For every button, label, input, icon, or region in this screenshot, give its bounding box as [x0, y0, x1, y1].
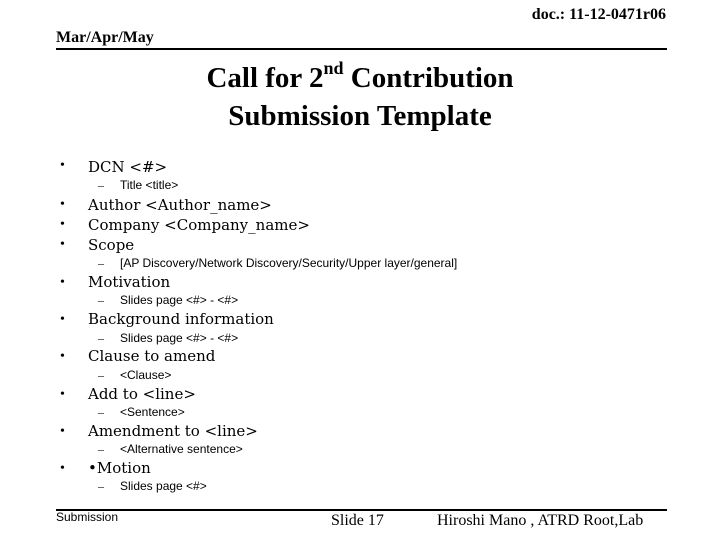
dash-marker: – [98, 331, 104, 345]
slide-number: Slide 17 [331, 512, 384, 529]
bullet-add-to: Add to <line> [88, 385, 196, 403]
sub-bullet-add-to-value: <Sentence> [120, 405, 185, 419]
bullet-author: Author <Author_name> [88, 196, 272, 214]
bullet-motivation: Motivation [88, 273, 171, 291]
bullet-marker: • [60, 217, 65, 232]
bullet-marker: • [60, 197, 65, 212]
title-superscript: nd [323, 58, 344, 79]
bullet-company: Company <Company_name> [88, 216, 310, 234]
bullet-marker: • [60, 387, 65, 402]
header-rule [56, 48, 667, 50]
sub-bullet-motivation-slides: Slides page <#> - <#> [120, 293, 239, 307]
sub-bullet-background-slides: Slides page <#> - <#> [120, 331, 239, 345]
bullet-marker: • [60, 424, 65, 439]
footer-author: Hiroshi Mano , ATRD Root,Lab [437, 512, 644, 529]
dash-marker: – [98, 479, 104, 493]
footer-rule [56, 509, 667, 511]
dash-marker: – [98, 293, 104, 307]
title-prefix: Call for 2 [206, 62, 324, 94]
document-number: doc.: 11-12-0471r06 [531, 6, 666, 23]
sub-bullet-title: Title <title> [120, 178, 179, 192]
dash-marker: – [98, 256, 104, 270]
dash-marker: – [98, 405, 104, 419]
bullet-marker: • [60, 275, 65, 290]
bullet-clause: Clause to amend [88, 347, 216, 365]
bullet-marker: • [60, 461, 65, 476]
dash-marker: – [98, 368, 104, 382]
bullet-scope: Scope [88, 236, 135, 254]
dash-marker: – [98, 178, 104, 192]
bullet-marker: • [60, 312, 65, 327]
bullet-dcn: DCN <#> [88, 158, 168, 176]
title-suffix: Contribution [343, 62, 514, 94]
dash-marker: – [98, 442, 104, 456]
bullet-background: Background information [88, 310, 274, 328]
sub-bullet-motion-slides: Slides page <#> [120, 479, 207, 493]
sub-bullet-clause-value: <Clause> [120, 368, 172, 382]
sub-bullet-amendment-value: <Alternative sentence> [120, 442, 243, 456]
slide-title-line1 [0, 60, 720, 97]
bullet-motion: •Motion [88, 459, 151, 477]
bullet-marker: • [60, 158, 65, 173]
date-range: Mar/Apr/May [56, 29, 154, 46]
bullet-marker: • [60, 349, 65, 364]
sub-bullet-scope-options: [AP Discovery/Network Discovery/Security/Upper layer/general] [120, 256, 458, 270]
footer-submission: Submission [56, 510, 119, 524]
bullet-marker: • [60, 237, 65, 252]
bullet-amendment: Amendment to <line> [88, 422, 258, 440]
slide-title-line2: Submission Template [228, 100, 492, 132]
